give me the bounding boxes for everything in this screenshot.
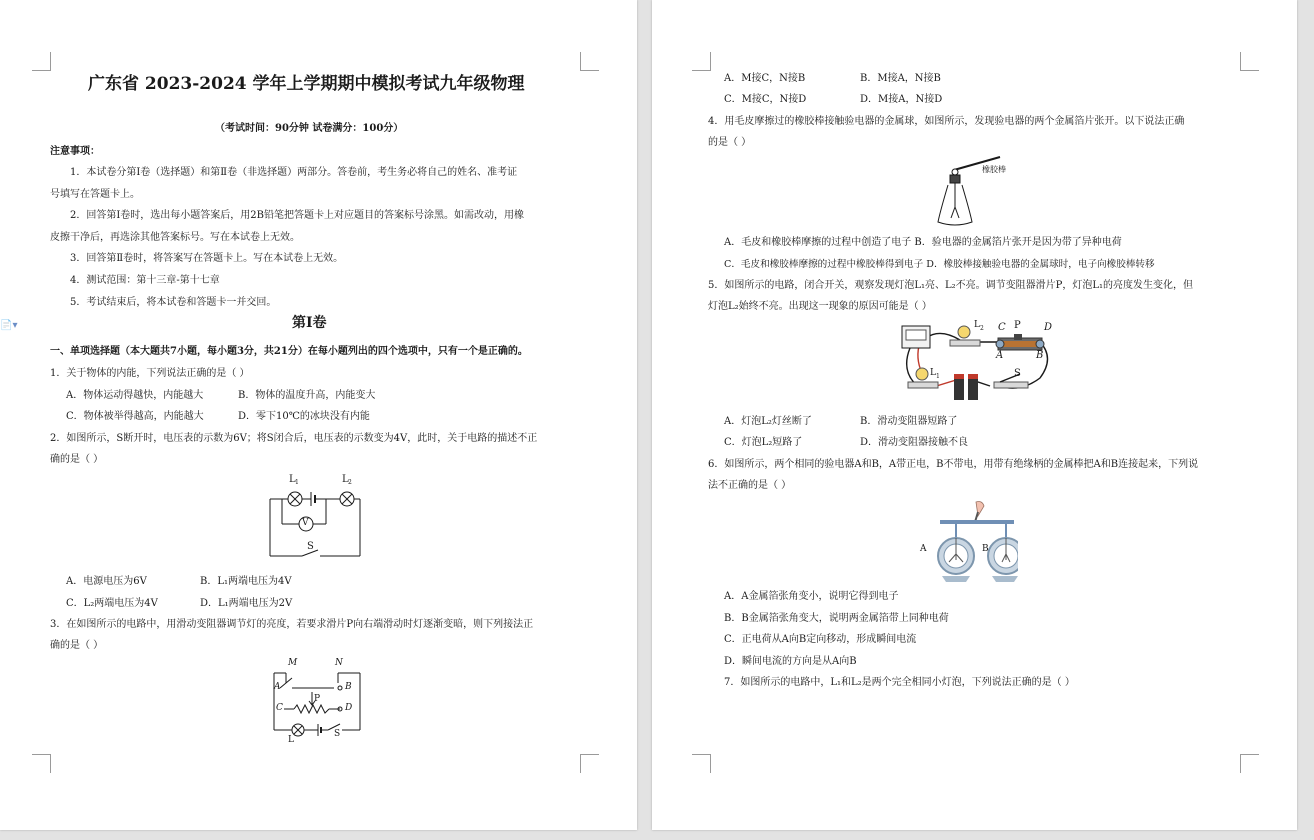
q5-option-c: C．灯泡L₂短路了 bbox=[724, 437, 803, 448]
notice-line: 5．考试结束后，将本试卷和答题卡一并交回。 bbox=[70, 297, 277, 308]
q5-fig-label-s: S bbox=[1014, 368, 1021, 379]
q5-fig-label-l2-sub: 2 bbox=[980, 325, 984, 332]
q5-fig-label-l1-sub: 1 bbox=[936, 373, 940, 380]
q5-fig-label-a: A bbox=[996, 350, 1004, 361]
notice-heading: 注意事项： bbox=[50, 146, 100, 157]
q3-circuit-figure bbox=[268, 658, 368, 746]
q5-fig-label-l2: L bbox=[974, 320, 980, 330]
q5-fig-label-l1: L bbox=[930, 368, 936, 378]
notice-line: 2．回答第Ⅰ卷时，选出每小题答案后，用2B铅笔把答题卡上对应题目的答案标号涂黑。如需改动，用橡 bbox=[70, 210, 525, 221]
q2-option-d: D．L₁两端电压为2V bbox=[200, 598, 293, 609]
crop-mark-top-left bbox=[692, 52, 711, 71]
q5-fig-label-d: D bbox=[1044, 322, 1053, 333]
q4-option-ab: A．毛皮和橡胶棒摩擦的过程中创造了电子 B．验电器的金属箔片张开是因为带了异种电荷 bbox=[724, 237, 1122, 248]
q2-stem: 2．如图所示，S断开时，电压表的示数为6V；将S闭合后，电压表的示数变为4V，此时，关于电路的描述不正 bbox=[50, 433, 538, 444]
q5-stem: 灯泡L₂始终不亮。出现这一现象的原因可能是（ ） bbox=[708, 301, 932, 312]
q1-stem: 1．关于物体的内能，下列说法正确的是（ ） bbox=[50, 368, 250, 379]
q6-option-d: D．瞬间电流的方向是从A向B bbox=[724, 656, 857, 667]
notice-line: 3．回答第Ⅱ卷时，将答案写在答题卡上。写在本试卷上无效。 bbox=[70, 253, 344, 264]
q3-stem: 确的是（ ） bbox=[50, 640, 104, 651]
notice-line: 号填写在答题卡上。 bbox=[50, 189, 140, 200]
crop-mark-bottom-left bbox=[692, 754, 711, 773]
page-left bbox=[0, 0, 637, 830]
q2-fig-label-l1: L bbox=[289, 474, 296, 485]
page-right bbox=[652, 0, 1297, 830]
q3-fig-label-n: N bbox=[335, 658, 343, 668]
q5-stem: 5．如图所示的电路，闭合开关，观察发现灯泡L₁亮、L₂不亮。调节变阻器滑片P，灯泡L₁的亮度发生变化，但 bbox=[708, 280, 1194, 291]
q6-option-c: C．正电荷从A向B定向移动，形成瞬间电流 bbox=[724, 634, 917, 645]
exam-title: 广东省 2023-2024 学年上学期期中模拟考试九年级物理 bbox=[88, 74, 525, 94]
q6-stem: 法不正确的是（ ） bbox=[708, 480, 792, 491]
q1-option-c: C．物体被举得越高，内能越大 bbox=[66, 411, 204, 422]
q3-fig-label-b: B bbox=[345, 682, 352, 692]
q2-circuit-figure bbox=[262, 474, 367, 564]
q4-fig-label-rod: 橡胶棒 bbox=[982, 165, 1006, 174]
q3-fig-label-l: L bbox=[288, 735, 294, 745]
q1-option-a: A．物体运动得越快，内能越大 bbox=[66, 390, 204, 401]
document-icon[interactable]: 📄▾ bbox=[0, 320, 18, 331]
q2-fig-label-v: V bbox=[302, 518, 309, 528]
q4-option-cd: C．毛皮和橡胶棒摩擦的过程中橡胶棒得到电子 D．橡胶棒接触验电器的金属球时，电子向橡胶棒转移 bbox=[724, 259, 1155, 270]
q6-option-a: A．A金属箔张角变小，说明它得到电子 bbox=[724, 591, 899, 602]
notice-line: 1．本试卷分第Ⅰ卷（选择题）和第Ⅱ卷（非选择题）两部分。答卷前，考生务必将自己的姓名、准考证 bbox=[70, 167, 518, 178]
q5-option-a: A．灯泡L₂灯丝断了 bbox=[724, 416, 812, 427]
notice-line: 皮擦干净后，再选涂其他答案标号。写在本试卷上无效。 bbox=[50, 232, 300, 243]
crop-mark-top-left bbox=[32, 52, 51, 71]
q2-option-a: A．电源电压为6V bbox=[66, 576, 147, 587]
crop-mark-top-right bbox=[1240, 52, 1259, 71]
q2-fig-label-l2-sub: 2 bbox=[348, 479, 352, 486]
q3-stem: 3．在如图所示的电路中，用滑动变阻器调节灯的亮度，若要求滑片P向右端滑动时灯逐渐变暗，则下列接法正 bbox=[50, 619, 534, 630]
crop-mark-bottom-right bbox=[580, 754, 599, 773]
q3-fig-label-c: C bbox=[276, 703, 283, 713]
notice-line: 4．测试范围：第十三章-第十七章 bbox=[70, 275, 220, 286]
q6-fig-label-b: B bbox=[982, 544, 989, 554]
section-heading: 一、单项选择题（本大题共7小题，每小题3分，共21分）在每小题列出的四个选项中，只有一个是正确的。 bbox=[50, 346, 528, 357]
q3-fig-label-m: M bbox=[288, 658, 298, 668]
q3-option-d: D．M接A，N接D bbox=[860, 94, 943, 105]
q5-fig-label-p: P bbox=[1014, 320, 1021, 331]
q4-stem: 的是（ ） bbox=[708, 137, 752, 148]
q5-fig-label-c: C bbox=[998, 322, 1006, 333]
q1-option-d: D．零下10℃的冰块没有内能 bbox=[238, 411, 370, 422]
q3-fig-label-p: P bbox=[314, 694, 321, 704]
volume-title: 第Ⅰ卷 bbox=[292, 315, 327, 331]
q5-option-d: D．滑动变阻器接触不良 bbox=[860, 437, 969, 448]
q1-option-b: B．物体的温度升高，内能变大 bbox=[238, 390, 376, 401]
q4-electroscope-figure bbox=[934, 152, 1008, 228]
q2-option-b: B．L₁两端电压为4V bbox=[200, 576, 292, 587]
q6-option-b: B．B金属箔张角变大，说明两金属箔带上同种电荷 bbox=[724, 613, 949, 624]
q3-option-a: A．M接C，N接B bbox=[724, 73, 806, 84]
q2-stem: 确的是（ ） bbox=[50, 454, 104, 465]
crop-mark-bottom-left bbox=[32, 754, 51, 773]
q5-circuit-figure bbox=[890, 318, 1060, 406]
q2-option-c: C．L₂两端电压为4V bbox=[66, 598, 158, 609]
q5-option-b: B．滑动变阻器短路了 bbox=[860, 416, 958, 427]
q6-stem: 6．如图所示，两个相同的验电器A和B，A带正电，B不带电，用带有绝缘柄的金属棒把A和B连接起来，下列说 bbox=[708, 459, 1199, 470]
q3-option-c: C．M接C，N接D bbox=[724, 94, 807, 105]
q3-fig-label-d: D bbox=[345, 703, 353, 713]
q4-stem: 4．用毛皮摩擦过的橡胶棒接触验电器的金属球，如图所示，发现验电器的两个金属箔片张开。以下说法正确 bbox=[708, 116, 1185, 127]
q6-electroscopes-figure bbox=[918, 498, 1018, 584]
q7-stem: 7．如图所示的电路中，L₁和L₂是两个完全相同小灯泡，下列说法正确的是（ ） bbox=[724, 677, 1075, 688]
exam-info: （考试时间：90分钟 试卷满分：100分） bbox=[215, 123, 404, 134]
q5-fig-label-b: B bbox=[1036, 350, 1044, 361]
q3-fig-label-s: S bbox=[334, 729, 341, 739]
q6-fig-label-a: A bbox=[920, 544, 927, 554]
q2-fig-label-l2: L bbox=[342, 474, 349, 485]
q2-fig-label-s: S bbox=[307, 541, 314, 552]
crop-mark-top-right bbox=[580, 52, 599, 71]
q3-option-b: B．M接A，N接B bbox=[860, 73, 941, 84]
q3-fig-label-a: A bbox=[274, 682, 281, 692]
crop-mark-bottom-right bbox=[1240, 754, 1259, 773]
q2-fig-label-l1-sub: 1 bbox=[295, 479, 299, 486]
